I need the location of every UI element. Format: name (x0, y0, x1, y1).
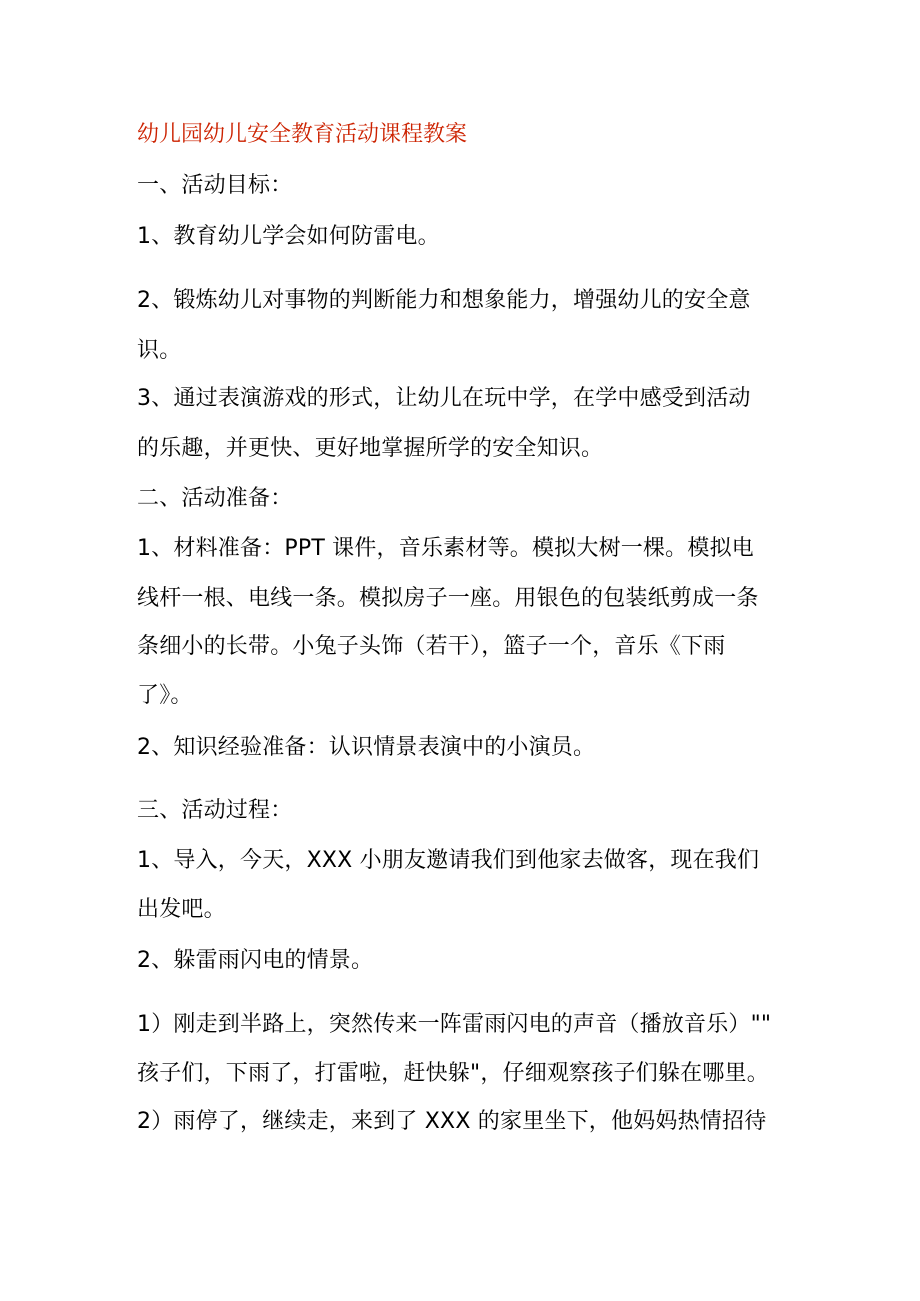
document-title: 幼儿园幼儿安全教育活动课程教案 (137, 122, 468, 147)
section-heading-process: 三、活动过程： (137, 798, 293, 823)
process-sub-1-line-1: 1）刚走到半路上，突然传来一阵雷雨闪电的声音（播放音乐）"" (137, 1012, 772, 1037)
goal-item-3-line-2: 的乐趣，并更快、更好地掌握所学的安全知识。 (137, 436, 604, 461)
prep-item-1-line-2: 线杆一根、电线一条。模拟房子一座。用银色的包装纸剪成一条 (137, 586, 759, 611)
prep-item-1-line-3: 条细小的长带。小兔子头饰（若干），篮子一个，音乐《下雨 (137, 634, 726, 659)
prep-item-2: 2、知识经验准备：认识情景表演中的小演员。 (137, 735, 596, 760)
goal-item-2-line-1: 2、锻炼幼儿对事物的判断能力和想象能力，增强幼儿的安全意 (137, 288, 751, 313)
goal-item-2-line-2: 识。 (137, 338, 182, 363)
process-sub-2-line-1: 2）雨停了，继续走，来到了 XXX 的家里坐下，他妈妈热情招待 (137, 1109, 767, 1134)
section-heading-goals: 一、活动目标： (137, 173, 293, 198)
goal-item-3-line-1: 3、通过表演游戏的形式，让幼儿在玩中学，在学中感受到活动 (137, 386, 751, 411)
process-sub-1-line-2: 孩子们，下雨了，打雷啦，赶快躲"，仔细观察孩子们躲在哪里。 (137, 1061, 769, 1086)
process-item-1-line-2: 出发吧。 (137, 897, 226, 922)
process-item-1-line-1: 1、导入，今天，XXX 小朋友邀请我们到他家去做客，现在我们 (137, 848, 760, 873)
process-item-2: 2、躲雷雨闪电的情景。 (137, 948, 374, 973)
prep-item-1-line-1: 1、材料准备：PPT 课件，音乐素材等。模拟大树一棵。模拟电 (137, 536, 754, 561)
prep-item-1-line-4: 了》。 (137, 683, 193, 708)
goal-item-1: 1、教育幼儿学会如何防雷电。 (137, 224, 440, 249)
section-heading-prep: 二、活动准备： (137, 486, 293, 511)
